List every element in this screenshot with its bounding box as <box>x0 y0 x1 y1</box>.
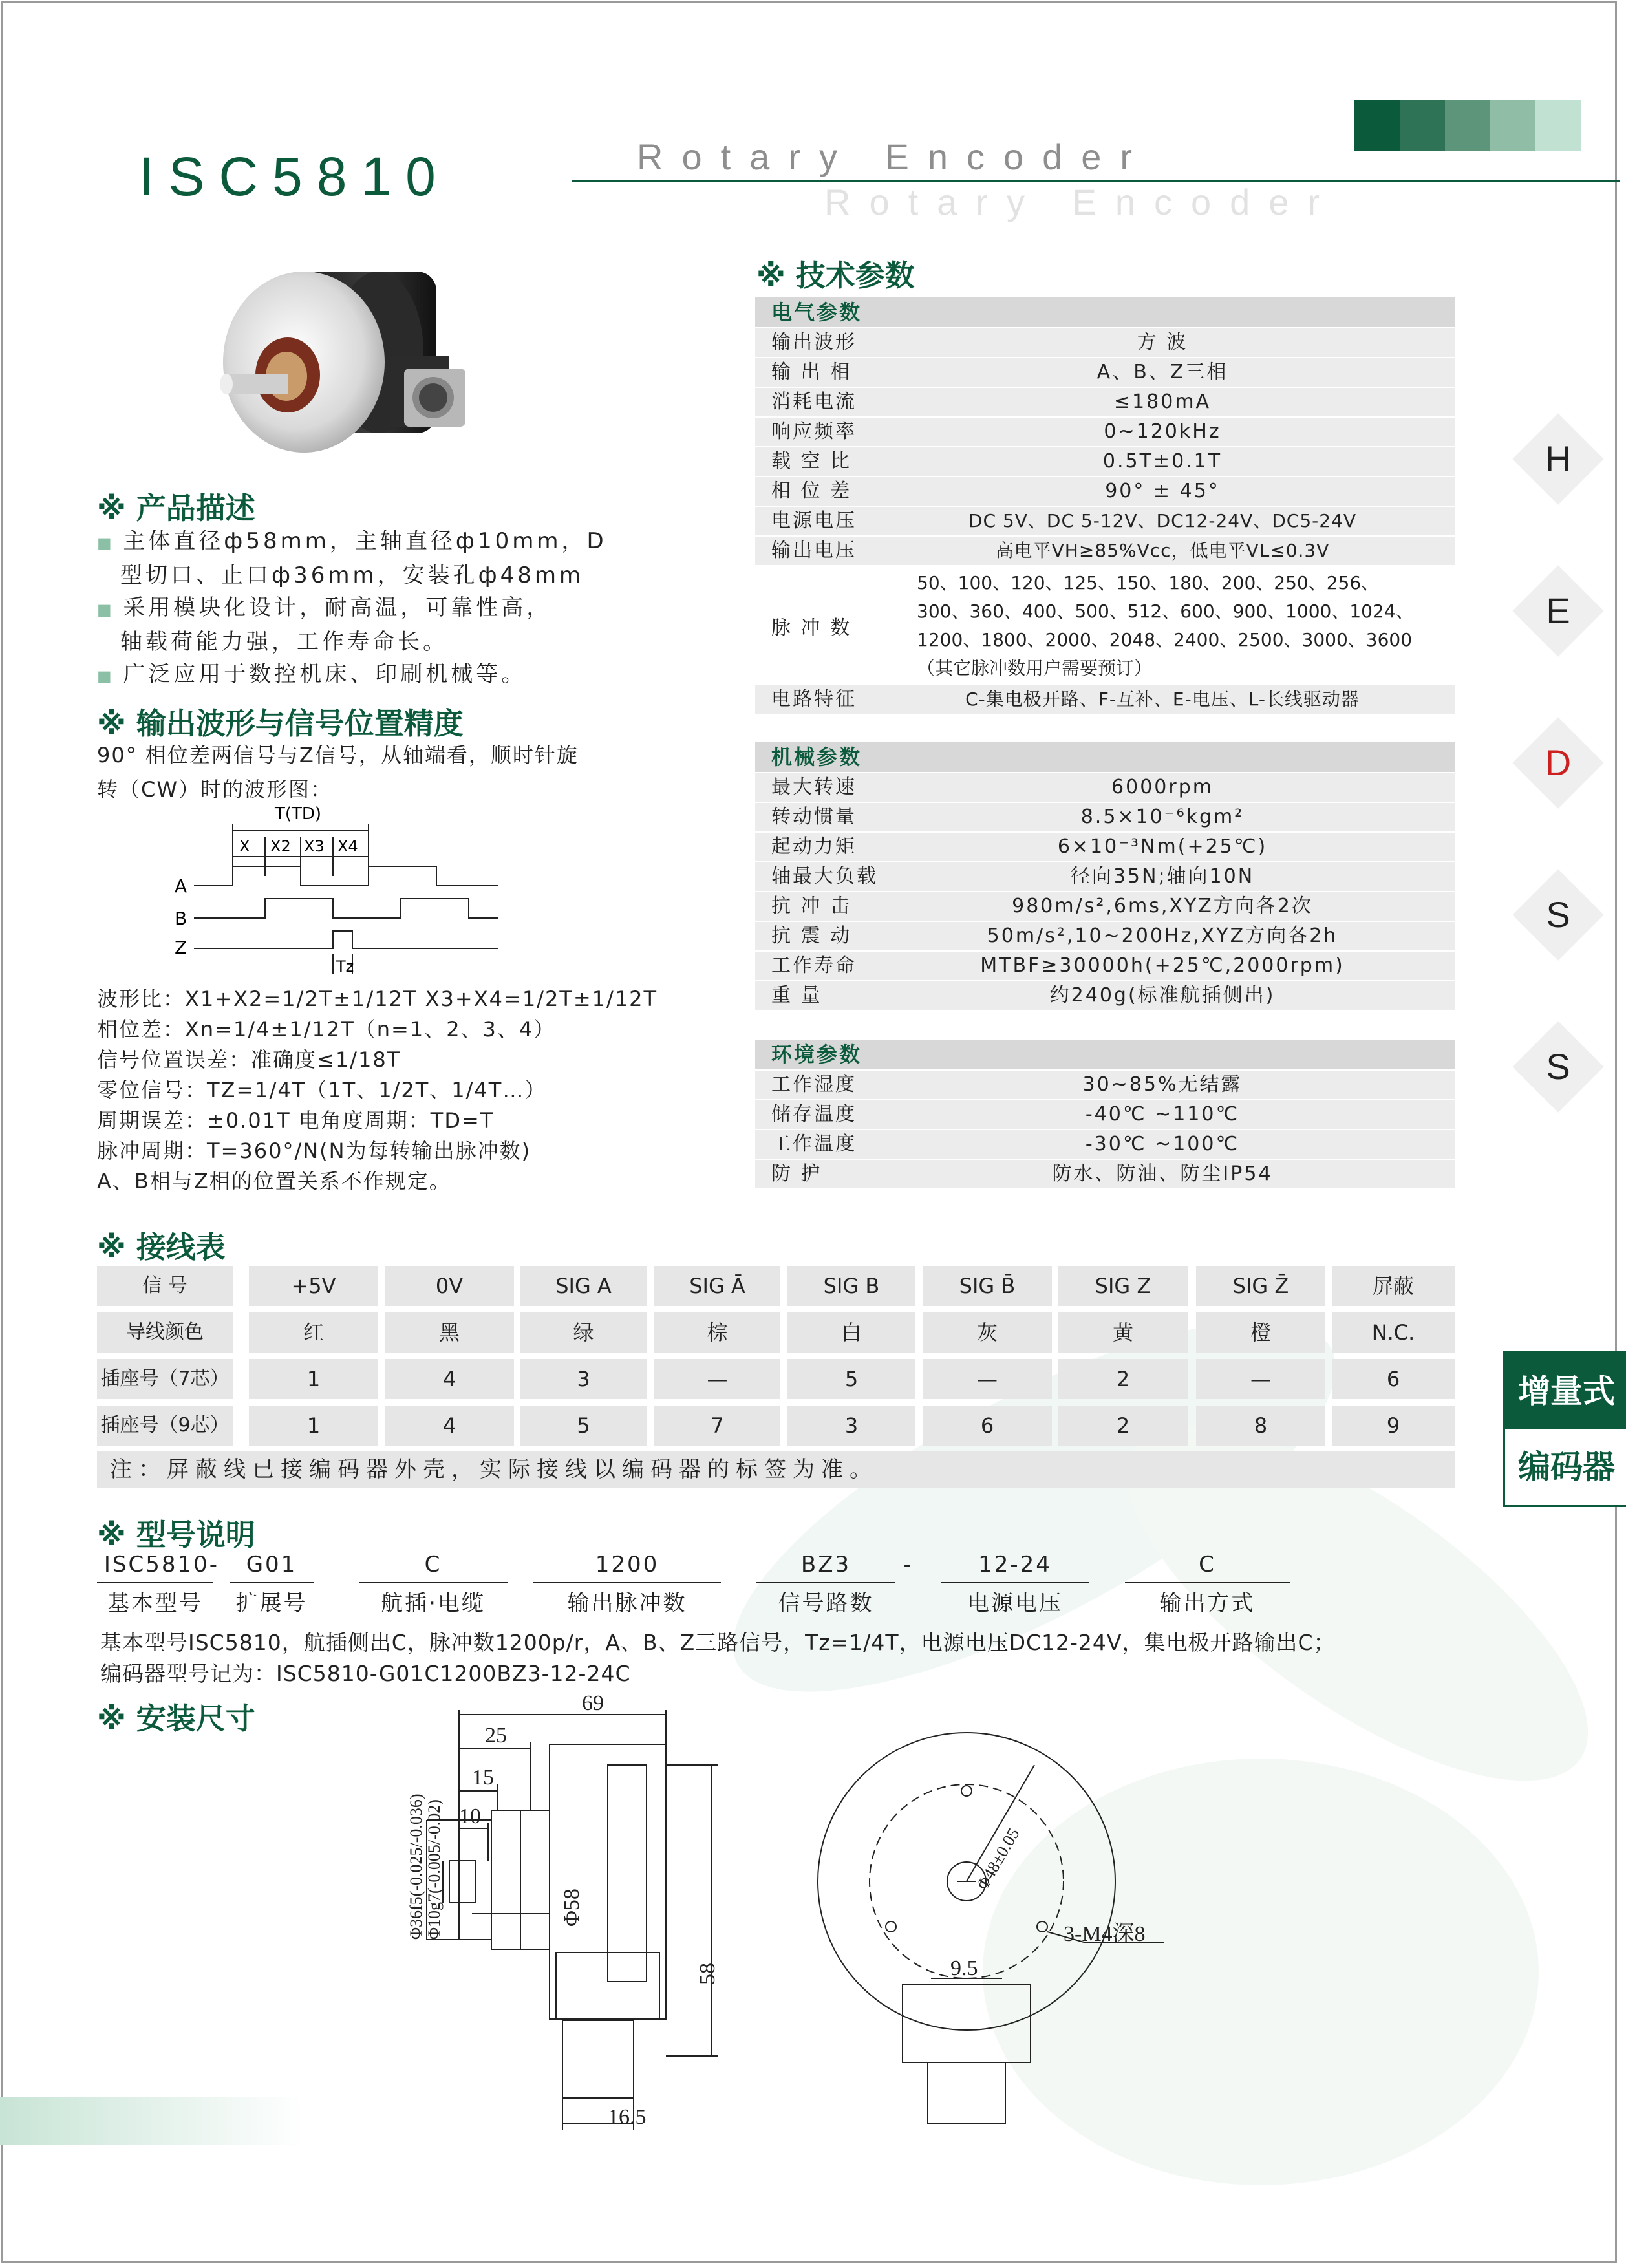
note-line: 波形比：X1+X2=1/2T±1/12T X3+X4=1/2T±1/12T <box>97 987 658 1011</box>
wiring-cell: SIG Ā <box>654 1266 780 1306</box>
category-tab-line2: 编码器 <box>1518 1448 1615 1486</box>
wiring-cell: 6 <box>1332 1359 1455 1399</box>
wiring-cell: 8 <box>1196 1406 1325 1446</box>
spec-row: 工作湿度 30~85%无结露 <box>755 1071 1455 1099</box>
product-heading: ※ 产品描述 <box>97 491 255 526</box>
spec-row: 转动惯量 8.5×10⁻⁶kgm² <box>755 803 1455 831</box>
dim-69: 69 <box>582 1694 604 1715</box>
code-part: G01 <box>246 1552 297 1578</box>
spec-row: 轴最大负载 径向35N;轴向10N <box>755 862 1455 891</box>
code-underline <box>533 1582 721 1583</box>
environment-title-row: 环境参数 <box>755 1040 1455 1069</box>
wiring-cell: SIG B̄ <box>923 1266 1052 1306</box>
note-line: 信号位置误差：准确度≤1/18T <box>97 1047 401 1072</box>
dimensions-heading: ※ 安装尺寸 <box>97 1701 255 1736</box>
desc-line: ■ 采用模块化设计，耐高温，可靠性高， <box>97 595 552 621</box>
waveform-intro1: 90° 相位差两信号与Z信号，从轴端看，顺时针旋 <box>97 743 579 767</box>
wiring-cell: 1 <box>249 1359 378 1399</box>
side-nav-letter: H <box>1545 438 1572 479</box>
desc-line: ■ 广泛应用于数控机床、印刷机械等。 <box>97 661 527 687</box>
code-underline <box>359 1582 508 1583</box>
wiring-cell: SIG A <box>520 1266 647 1306</box>
waveform-heading: ※ 输出波形与信号位置精度 <box>97 706 464 741</box>
dim-25: 25 <box>485 1724 507 1748</box>
note-line: 脉冲周期：T=360°/N(N为每转输出脉冲数) <box>97 1139 531 1163</box>
note-line: 零位信号：TZ=1/4T（1T、1/2T、1/4T…） <box>97 1078 547 1102</box>
dim-15: 15 <box>472 1766 494 1790</box>
code-underline <box>756 1582 895 1583</box>
wiring-cell: 2 <box>1058 1359 1188 1399</box>
side-nav-letter-active: D <box>1545 742 1572 783</box>
code-underline <box>1125 1582 1290 1583</box>
spec-row: 输 出 相 A、B、Z三相 <box>755 358 1455 387</box>
code-part: ISC5810- <box>103 1552 220 1578</box>
specs-heading: ※ 技术参数 <box>756 258 915 293</box>
dim-phi36: Φ36f5(-0.025/-0.036) <box>407 1793 425 1940</box>
category-tab[interactable] <box>1503 1351 1626 1507</box>
spec-row: 最大转速 6000rpm <box>755 773 1455 802</box>
wiring-cell: N.C. <box>1332 1312 1455 1353</box>
note-line: 相位差：Xn=1/4±1/12T（n=1、2、3、4） <box>97 1017 556 1042</box>
dim-9-5: 9.5 <box>950 1956 978 1980</box>
channel-a-label: A <box>175 875 187 897</box>
wiring-cell: — <box>1196 1359 1325 1399</box>
waveform-notes <box>97 984 658 1197</box>
mechanical-title-row: 机械参数 <box>755 742 1455 772</box>
wiring-heading: ※ 接线表 <box>97 1230 226 1265</box>
code-label: 输出方式 <box>1159 1590 1256 1616</box>
side-nav-letter: S <box>1546 894 1570 935</box>
wiring-cell: 红 <box>249 1312 378 1353</box>
x4-label: X4 <box>337 837 358 855</box>
code-underline <box>941 1582 1089 1583</box>
spec-row: 起动力矩 6×10⁻³Nm(+25℃) <box>755 833 1455 861</box>
dim-phi48: Φ48±0.05 <box>973 1824 1023 1893</box>
spec-row: 储存温度 -40℃ ~110℃ <box>755 1100 1455 1129</box>
x2-label: X2 <box>270 837 291 855</box>
wiring-row-header: 信 号 <box>97 1266 233 1306</box>
model-example1: 基本型号ISC5810，航插侧出C，脉冲数1200p/r，A、B、Z三路信号，Tz=1/4T，电源电压DC12-24V，集电极开路输出C； <box>100 1630 1336 1655</box>
code-label: 信号路数 <box>778 1590 874 1616</box>
swatch-4 <box>1490 100 1535 151</box>
spec-row: 相 位 差 90° ± 45° <box>755 477 1455 506</box>
desc-line: 型切口、止口ф36mm，安装孔ф48mm <box>120 562 584 588</box>
code-part: C <box>424 1552 442 1578</box>
code-underline <box>97 1582 213 1583</box>
spec-row: 工作寿命 MTBF≥30000h(+25℃,2000rpm) <box>755 952 1455 980</box>
dim-phi10: Φ10g7(-0.005/-0.02) <box>425 1799 444 1940</box>
code-part: C <box>1199 1552 1216 1578</box>
code-part: BZ3 <box>800 1552 851 1578</box>
wiring-cell: 灰 <box>923 1312 1052 1353</box>
channel-z-label: Z <box>175 937 187 958</box>
code-label: 输出脉冲数 <box>567 1590 687 1616</box>
wiring-cell: +5V <box>249 1266 378 1306</box>
header-rule <box>572 180 1620 182</box>
code-part: 12-24 <box>978 1552 1052 1578</box>
code-dash: - <box>903 1552 914 1578</box>
wiring-cell: 白 <box>787 1312 915 1353</box>
spec-row: 消耗电流 ≤180mA <box>755 388 1455 416</box>
wiring-cell: 4 <box>385 1359 514 1399</box>
wiring-cell: — <box>923 1359 1052 1399</box>
wiring-cell: 黑 <box>385 1312 514 1353</box>
wiring-row-header: 插座号（9芯） <box>97 1406 233 1446</box>
model-title: ISC5810 <box>139 146 450 207</box>
dim-16-5: 16.5 <box>608 2105 647 2129</box>
spec-row: 抗 冲 击 980m/s²,6ms,XYZ方向各2次 <box>755 892 1455 921</box>
wiring-cell: 3 <box>520 1359 647 1399</box>
wiring-cell: 3 <box>787 1406 915 1446</box>
dim-phi58: Φ58 <box>560 1888 584 1927</box>
side-nav-letter: E <box>1546 590 1570 631</box>
wiring-cell: 0V <box>385 1266 514 1306</box>
swatch-3 <box>1445 100 1490 151</box>
spec-row: 响应频率 0~120kHz <box>755 418 1455 446</box>
wiring-cell: 5 <box>787 1359 915 1399</box>
waveform-diagram <box>175 805 511 979</box>
wiring-cell: 5 <box>520 1406 647 1446</box>
category-tab-line1: 增量式 <box>1505 1353 1626 1429</box>
code-underline <box>230 1582 314 1583</box>
wiring-cell: 4 <box>385 1406 514 1446</box>
wiring-cell: 棕 <box>654 1312 780 1353</box>
x1-label: X <box>239 837 250 855</box>
wiring-cell: 9 <box>1332 1406 1455 1446</box>
dim-10: 10 <box>459 1804 481 1828</box>
wiring-cell: SIG Z <box>1058 1266 1188 1306</box>
spec-row: 工作温度 -30℃ ~100℃ <box>755 1130 1455 1159</box>
wiring-cell: SIG B <box>787 1266 915 1306</box>
model-example2: 编码器型号记为：ISC5810-G01C1200BZ3-12-24C <box>100 1661 631 1686</box>
x3-label: X3 <box>304 837 325 855</box>
swatch-2 <box>1400 100 1445 151</box>
code-part: 1200 <box>595 1552 659 1578</box>
dim-holes: 3-M4深8 <box>1064 1922 1146 1946</box>
dim-58-height: 58 <box>696 1963 720 1985</box>
waveform-intro2: 转（CW）时的波形图： <box>97 777 332 802</box>
spec-row: 防 护 防水、防油、防尘IP54 <box>755 1160 1455 1188</box>
wiring-cell: — <box>654 1359 780 1399</box>
desc-line: ■ 主体直径ф58mm，主轴直径ф10mm，D <box>97 528 607 554</box>
code-label: 基本型号 <box>107 1590 203 1616</box>
spec-row: 重 量 约240g(标准航插侧出) <box>755 981 1455 1010</box>
spec-row: 电路特征 C-集电极开路、F-互补、E-电压、L-长线驱动器 <box>755 685 1455 714</box>
wiring-note: 注：屏蔽线已接编码器外壳，实际接线以编码器的标签为准。 <box>97 1451 1455 1488</box>
wiring-row-header: 导线颜色 <box>97 1312 233 1353</box>
dimension-drawing <box>362 1694 1474 2134</box>
wiring-cell: SIG Z̄ <box>1196 1266 1325 1306</box>
t-label: T(TD) <box>275 805 322 824</box>
spec-row: 抗 震 动 50m/s²,10~200Hz,XYZ方向各2h <box>755 922 1455 950</box>
note-line: 周期误差：±0.01T 电角度周期：TD=T <box>97 1108 495 1133</box>
code-label: 扩展号 <box>235 1590 308 1616</box>
wiring-cell: 黄 <box>1058 1312 1188 1353</box>
wiring-cell: 1 <box>249 1406 378 1446</box>
side-nav-letter: S <box>1546 1046 1570 1087</box>
spec-row: 输出波形 方 波 <box>755 328 1455 357</box>
spec-table <box>755 297 1455 1190</box>
product-description <box>97 525 607 692</box>
subtitle-echo: Rotary Encoder <box>824 182 1339 222</box>
pulse-row: 脉 冲 数 50、100、120、125、150、180、200、250、256、 300、360、400、500、512、600、900、1000、1024、 1200、1800、2000、2048、2400、2500、3000、3600 （其它脉冲数用户需要预订） <box>755 568 1455 683</box>
desc-line: 轴载荷能力强，工作寿命长。 <box>120 629 448 655</box>
spec-row: 载 空 比 0.5T±0.1T <box>755 447 1455 476</box>
subtitle: Rotary Encoder <box>637 136 1151 177</box>
pulse-values: 50、100、120、125、150、180、200、250、256、 300、360、400、500、512、600、900、1000、1024、 1200、1800、2000、2048、2400、2500、3000、3600 （其它脉冲数用户需要预订） <box>917 572 1414 679</box>
tz-label: Tz <box>336 957 354 976</box>
channel-b-label: B <box>175 908 187 929</box>
swatch-5 <box>1535 100 1581 151</box>
wiring-cell: 2 <box>1058 1406 1188 1446</box>
spec-row: 输出电压 高电平VH≥85%Vcc，低电平VL≤0.3V <box>755 537 1455 565</box>
encoder-product-image <box>210 259 495 472</box>
swatch-1 <box>1354 100 1400 151</box>
model-code-heading: ※ 型号说明 <box>97 1517 255 1552</box>
wiring-cell: 绿 <box>520 1312 647 1353</box>
wiring-cell: 7 <box>654 1406 780 1446</box>
note-line: A、B相与Z相的位置关系不作规定。 <box>97 1169 451 1193</box>
code-label: 电源电压 <box>967 1590 1063 1616</box>
wiring-cell: 橙 <box>1196 1312 1325 1353</box>
color-swatches <box>1354 100 1581 151</box>
spec-row: 电源电压 DC 5V、DC 5-12V、DC12-24V、DC5-24V <box>755 507 1455 535</box>
code-label: 航插·电缆 <box>381 1590 486 1616</box>
electrical-title-row: 电气参数 <box>755 297 1455 327</box>
wiring-cell: 6 <box>923 1406 1052 1446</box>
wiring-row-header: 插座号（7芯） <box>97 1359 233 1399</box>
wiring-cell: 屏蔽 <box>1332 1266 1455 1306</box>
